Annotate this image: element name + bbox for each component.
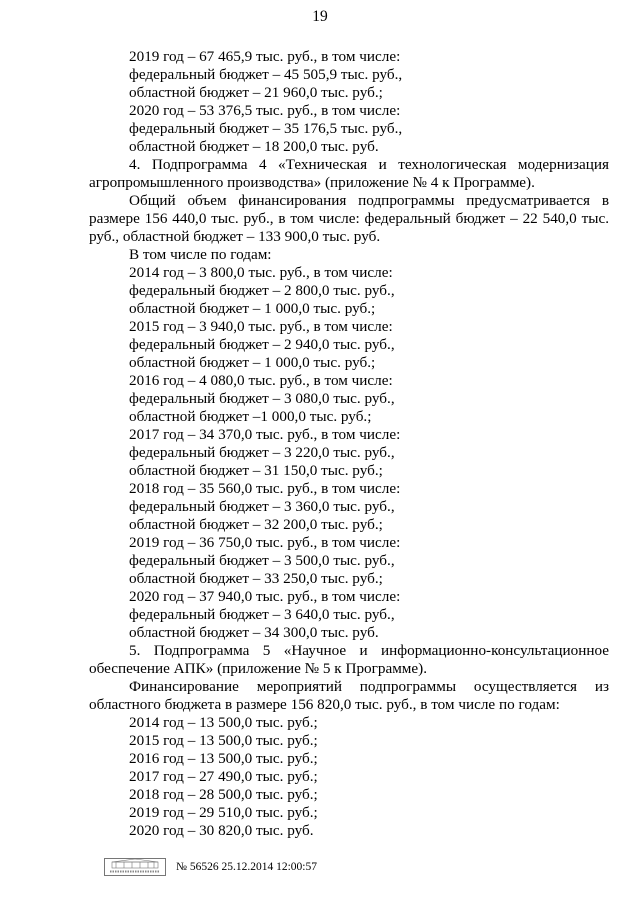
text-line: областной бюджет – 1 000,0 тыс. руб.; (129, 300, 376, 317)
text-line: 2017 год – 27 490,0 тыс. руб.; (129, 768, 318, 785)
text-line: областной бюджет – 21 960,0 тыс. руб.; (129, 84, 383, 101)
text-line: 2014 год – 3 800,0 тыс. руб., в том числе: (129, 264, 393, 281)
text-line: 2017 год – 34 370,0 тыс. руб., в том числе: (129, 426, 401, 443)
text-line: 2018 год – 28 500,0 тыс. руб.; (129, 786, 318, 803)
text-line: областной бюджет – 34 300,0 тыс. руб. (129, 624, 379, 641)
text-line: 2019 год – 67 465,9 тыс. руб., в том числе: (129, 48, 401, 65)
text-line: федеральный бюджет – 35 176,5 тыс. руб., (129, 120, 403, 137)
text-line: федеральный бюджет – 45 505,9 тыс. руб., (129, 66, 403, 83)
text-line: федеральный бюджет – 3 360,0 тыс. руб., (129, 498, 395, 515)
text-line: федеральный бюджет – 3 500,0 тыс. руб., (129, 552, 395, 569)
government-seal-icon (104, 858, 166, 876)
text-line: 2020 год – 37 940,0 тыс. руб., в том числе: (129, 588, 401, 605)
text-line: Общий объем финансирования подпрограммы предусматривается в (129, 192, 609, 209)
document-stamp-text: № 56526 25.12.2014 12:00:57 (176, 861, 317, 873)
text-line: обеспечение АПК» (приложение № 5 к Программе). (89, 660, 428, 677)
text-line: 4. Подпрограмма 4 «Техническая и технологическая модернизация (129, 156, 609, 173)
text-line: 5. Подпрограмма 5 «Научное и информационно-консультационное (129, 642, 609, 659)
text-line: 2015 год – 3 940,0 тыс. руб., в том числе: (129, 318, 393, 335)
text-line: федеральный бюджет – 3 640,0 тыс. руб., (129, 606, 395, 623)
text-line: Финансирование мероприятий подпрограммы осуществляется из (129, 678, 609, 695)
text-line: областной бюджет – 31 150,0 тыс. руб.; (129, 462, 383, 479)
document-body (89, 48, 609, 840)
text-line: 2018 год – 35 560,0 тыс. руб., в том числе: (129, 480, 401, 497)
text-line: федеральный бюджет – 3 080,0 тыс. руб., (129, 390, 395, 407)
text-line: федеральный бюджет – 2 800,0 тыс. руб., (129, 282, 395, 299)
text-line: областной бюджет – 32 200,0 тыс. руб.; (129, 516, 383, 533)
text-line: 2015 год – 13 500,0 тыс. руб.; (129, 732, 318, 749)
page-number: 19 (312, 8, 328, 25)
text-line: областной бюджет – 33 250,0 тыс. руб.; (129, 570, 383, 587)
text-line: 2019 год – 29 510,0 тыс. руб.; (129, 804, 318, 821)
text-line: 2014 год – 13 500,0 тыс. руб.; (129, 714, 318, 731)
text-line: 2016 год – 13 500,0 тыс. руб.; (129, 750, 318, 767)
text-line: федеральный бюджет – 3 220,0 тыс. руб., (129, 444, 395, 461)
text-line: руб., областной бюджет – 133 900,0 тыс. руб. (89, 228, 381, 245)
text-line: 2020 год – 53 376,5 тыс. руб., в том числе: (129, 102, 401, 119)
text-line: областной бюджет – 18 200,0 тыс. руб. (129, 138, 379, 155)
text-line: размере 156 440,0 тыс. руб., в том числе: федеральный бюджет – 22 540,0 тыс. (89, 210, 609, 227)
text-line: 2016 год – 4 080,0 тыс. руб., в том числе: (129, 372, 393, 389)
text-line: 2020 год – 30 820,0 тыс. руб. (129, 822, 314, 839)
text-line: областного бюджета в размере 156 820,0 тыс. руб., в том числе по годам: (89, 696, 560, 713)
text-line: федеральный бюджет – 2 940,0 тыс. руб., (129, 336, 395, 353)
text-line: областной бюджет – 1 000,0 тыс. руб.; (129, 354, 376, 371)
text-line: В том числе по годам: (129, 246, 272, 263)
text-line: агропромышленного производства» (приложение № 4 к Программе). (89, 174, 535, 191)
text-line: областной бюджет –1 000,0 тыс. руб.; (129, 408, 372, 425)
text-line: 2019 год – 36 750,0 тыс. руб., в том числе: (129, 534, 401, 551)
document-stamp (104, 855, 317, 879)
